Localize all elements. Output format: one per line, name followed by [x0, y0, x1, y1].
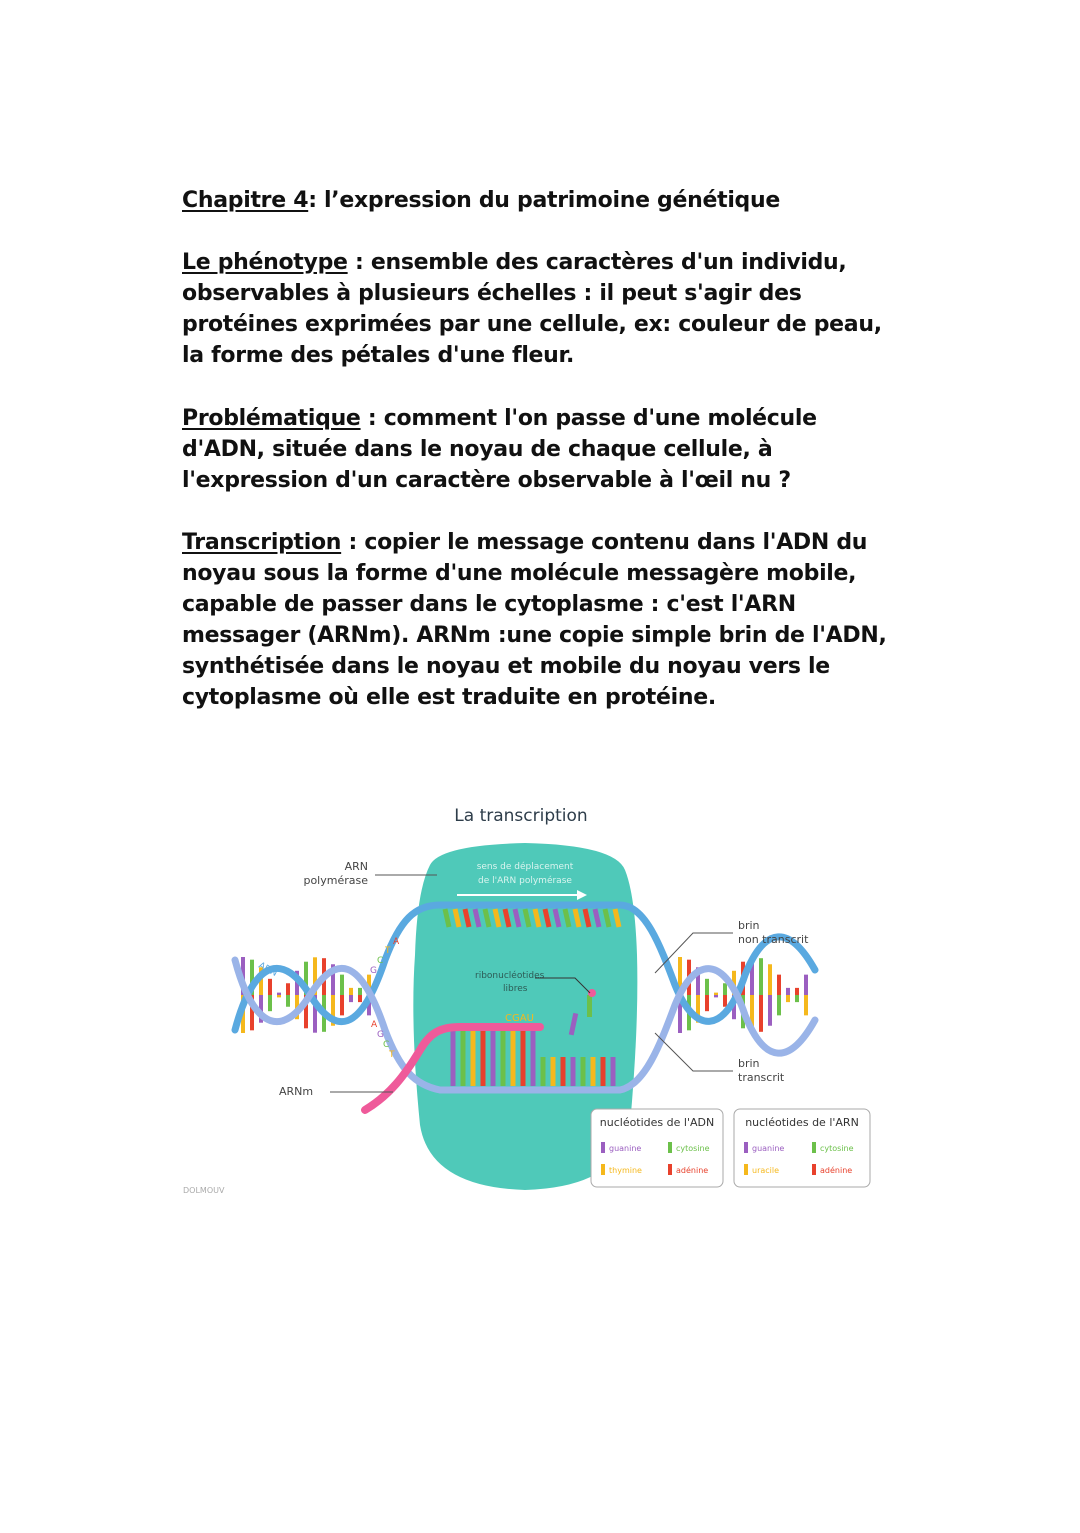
chapter-title-term: Chapitre 4	[182, 188, 309, 213]
problematique-paragraph	[182, 403, 902, 496]
rna-sequence: CGAU	[505, 1013, 534, 1024]
transcription-paragraph	[182, 527, 902, 713]
arnm-label: ARNm	[279, 1085, 314, 1098]
problematique-text: : comment l'on passe d'une molécule d'ADN, située dans le noyau de chaque cellule, à l'expression d'un caractère observable à l'œil nu ?	[182, 406, 817, 493]
chapter-title	[182, 185, 902, 216]
legend-adn-item: adénine	[676, 1166, 709, 1175]
problematique-term: Problématique	[182, 406, 361, 431]
brin-transcrit-leader	[655, 1033, 733, 1071]
arn-polymerase-label-2: polymérase	[303, 874, 368, 887]
legend-adn-item: cytosine	[676, 1144, 710, 1153]
ribonucleotides-label-1: ribonucléotides	[475, 971, 545, 981]
strand-letter: C	[377, 956, 384, 966]
direction-label-1: sens de déplacement	[476, 862, 574, 872]
legend-arn-item: uracile	[752, 1166, 780, 1175]
legend-adn	[591, 1109, 723, 1187]
adn-label: ADN	[256, 960, 279, 979]
legend-adn-title: nucléotides de l'ADN	[599, 1116, 715, 1129]
legend-arn-item: guanine	[752, 1144, 785, 1153]
chapter-title-text: : l’expression du patrimoine génétique	[308, 188, 780, 213]
legend-arn-item: adénine	[820, 1166, 853, 1175]
legend-arn-item: cytosine	[820, 1144, 854, 1153]
legend-adn-item: guanine	[609, 1144, 642, 1153]
phenotype-term: Le phénotype	[182, 250, 348, 275]
strand-letter: G	[377, 1030, 384, 1040]
arn-polymerase-label-1: ARN	[344, 860, 368, 873]
phenotype-text: : ensemble des caractères d'un individu, observables à plusieurs échelles : il peut s'agir des protéines exprimées par une cellule, ex: couleur de peau, la forme des pétales d'une fleur.	[182, 250, 882, 368]
strand-letter: A	[393, 937, 400, 947]
strand-letter: A	[371, 1020, 378, 1030]
direction-label-2: de l'ARN polymérase	[478, 876, 572, 886]
strand-letter: T	[389, 1050, 395, 1060]
brin-non-transcrit-label-1: brin	[738, 919, 760, 932]
brin-transcrit-label-1: brin	[738, 1057, 760, 1070]
strand-letter: G	[370, 966, 377, 976]
brin-transcrit-label-2: transcrit	[738, 1071, 785, 1084]
diagram-title: La transcription	[454, 806, 588, 826]
transcription-diagram	[183, 795, 885, 1205]
strand-letter: T	[385, 946, 391, 956]
free-ribonucleotide	[587, 995, 592, 1017]
legend-arn	[734, 1109, 870, 1187]
legend-adn-item: thymine	[609, 1166, 642, 1175]
transcription-text: : copier le message contenu dans l'ADN du noyau sous la forme d'une molécule messagère mobile, capable de passer dans le cytoplasme : c'est l'ARN messager (ARNm). ARNm :une copie simple brin de l'ADN, synthétisée dans le noyau et mobile du noyau vers le cytoplasme où elle est traduite en protéine.	[182, 530, 887, 710]
brin-non-transcrit-label-2: non transcrit	[738, 933, 809, 946]
ribonucleotides-label-2: libres	[503, 984, 528, 994]
figure-source: DOLMOUV	[183, 1186, 225, 1195]
legend-arn-title: nucléotides de l'ARN	[745, 1116, 859, 1129]
free-ribonucleotide-head	[588, 989, 596, 997]
transcription-term: Transcription	[182, 530, 342, 555]
phenotype-paragraph	[182, 247, 902, 371]
strand-letter: C	[383, 1040, 390, 1050]
